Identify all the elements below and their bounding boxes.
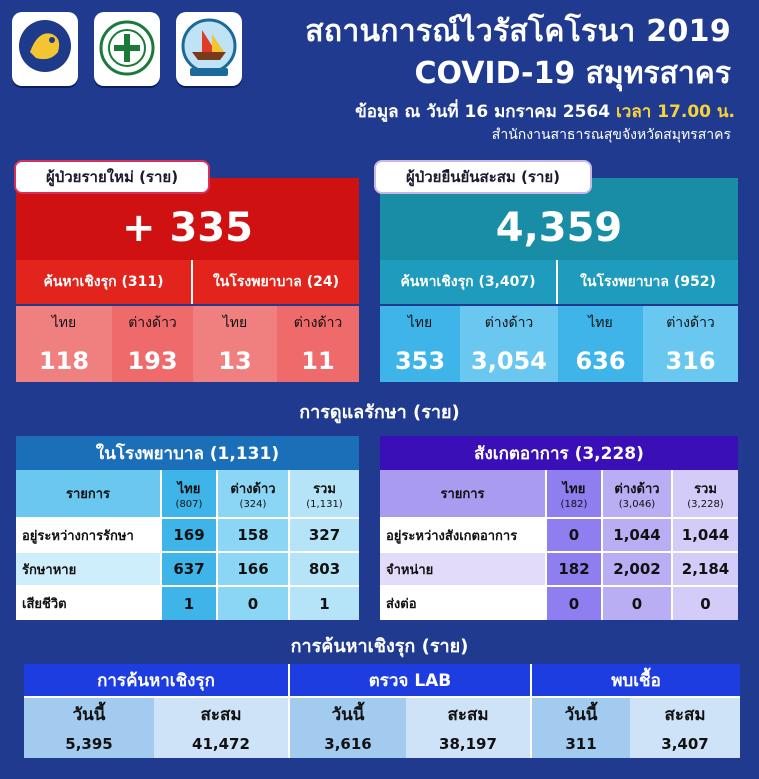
- active-search-section-title: การค้นหาเชิงรุก (ราย): [290, 635, 469, 657]
- hospital-table-header: [16, 470, 359, 518]
- as-group-2-title: ตรวจ LAB: [290, 664, 530, 696]
- as1-cum-label: สะสม: [154, 698, 288, 730]
- new-cases-tag: ผู้ป่วยรายใหม่ (ราย): [14, 160, 210, 194]
- title-line-1: สถานการณ์ไวรัสโคโรนา 2019: [305, 14, 731, 49]
- as-group-1-title: การค้นหาเชิงรุก: [24, 664, 288, 696]
- as1-today-value: 5,395: [24, 730, 154, 758]
- observation-table-title: สังเกตอาการ (3,228): [380, 436, 738, 470]
- new-hospital-header: ในโรงพยาบาล (24): [193, 260, 359, 304]
- new-as-thai-label: ไทย: [16, 306, 112, 340]
- title-line-2: COVID-19 สมุทรสาคร: [414, 56, 731, 91]
- cum-as-foreign-label: ต่างด้าว: [460, 306, 558, 340]
- agency-text: สำนักงานสาธารณสุขจังหวัดสมุทรสาคร: [491, 127, 731, 143]
- cum-h-thai-value: 636: [558, 340, 643, 382]
- as-group-3-title: พบเชื้อ: [532, 664, 740, 696]
- new-as-foreign-label: ต่างด้าว: [112, 306, 193, 340]
- cum-h-thai-label: ไทย: [558, 306, 643, 340]
- table-row: ส่งต่อ 0 0 0: [380, 586, 738, 620]
- hospital-col-total: รวม (1,131): [289, 470, 359, 518]
- date-line: [355, 98, 735, 125]
- table-row: รักษาหาย 637 166 803: [16, 552, 359, 586]
- cumulative-total: 4,359: [495, 205, 623, 251]
- table-row: เสียชีวิต 1 0 1: [16, 586, 359, 620]
- observation-table: [380, 470, 738, 620]
- observation-table-header: [380, 470, 738, 518]
- hospital-table: [16, 470, 359, 620]
- time-text: เวลา 17.00 น.: [615, 102, 735, 122]
- as2-cum-value: 38,197: [406, 730, 530, 758]
- treatment-section-title: การดูแลรักษา (ราย): [299, 401, 460, 423]
- observation-col-total: รวม (3,228): [672, 470, 738, 518]
- province-seal-logo: [12, 12, 78, 86]
- new-active-search-header: ค้นหาเชิงรุก (311): [16, 260, 193, 304]
- as2-cum-label: สะสม: [406, 698, 530, 730]
- new-h-foreign-value: 11: [277, 340, 359, 382]
- observation-col-foreign: ต่างด้าว (3,046): [602, 470, 672, 518]
- as1-cum-value: 41,472: [154, 730, 288, 758]
- cum-hospital-header: ในโรงพยาบาล (952): [558, 260, 738, 304]
- province-seal-icon: [12, 12, 78, 86]
- hospital-table-title: ในโรงพยาบาล (1,131): [16, 436, 359, 470]
- cum-as-thai-value: 353: [380, 340, 460, 382]
- cum-as-foreign-value: 3,054: [460, 340, 558, 382]
- as2-today-label: วันนี้: [290, 698, 406, 730]
- new-h-foreign-label: ต่างด้าว: [277, 306, 359, 340]
- cum-h-foreign-label: ต่างด้าว: [643, 306, 738, 340]
- table-row: จำหน่าย 182 2,002 2,184: [380, 552, 738, 586]
- samut-sakhon-logo: [176, 12, 242, 86]
- as3-cum-label: สะสม: [630, 698, 740, 730]
- cum-as-thai-label: ไทย: [380, 306, 460, 340]
- new-h-thai-value: 13: [193, 340, 277, 382]
- samut-sakhon-ship-icon: [176, 12, 242, 86]
- hospital-col-thai: ไทย (807): [161, 470, 217, 518]
- as3-today-value: 311: [532, 730, 630, 758]
- hospital-col-foreign: ต่างด้าว (324): [217, 470, 289, 518]
- new-h-thai-label: ไทย: [193, 306, 277, 340]
- as3-today-label: วันนี้: [532, 698, 630, 730]
- cumulative-tag: ผู้ป่วยยืนยันสะสม (ราย): [374, 160, 592, 194]
- cum-h-foreign-value: 316: [643, 340, 738, 382]
- observation-col-thai: ไทย (182): [546, 470, 602, 518]
- new-as-foreign-value: 193: [112, 340, 193, 382]
- table-row: อยู่ระหว่างสังเกตอาการ 0 1,044 1,044: [380, 518, 738, 552]
- table-row: อยู่ระหว่างการรักษา 169 158 327: [16, 518, 359, 552]
- ministry-public-health-logo: [94, 12, 160, 86]
- new-cases-total: + 335: [122, 205, 253, 251]
- cum-active-search-header: ค้นหาเชิงรุก (3,407): [380, 260, 558, 304]
- new-as-thai-value: 118: [16, 340, 112, 382]
- observation-col-item: รายการ: [380, 470, 546, 518]
- ministry-of-public-health-icon: [94, 12, 160, 86]
- date-text: ข้อมูล ณ วันที่ 16 มกราคม 2564: [355, 102, 611, 122]
- as3-cum-value: 3,407: [630, 730, 740, 758]
- as2-today-value: 3,616: [290, 730, 406, 758]
- hospital-col-item: รายการ: [16, 470, 161, 518]
- as1-today-label: วันนี้: [24, 698, 154, 730]
